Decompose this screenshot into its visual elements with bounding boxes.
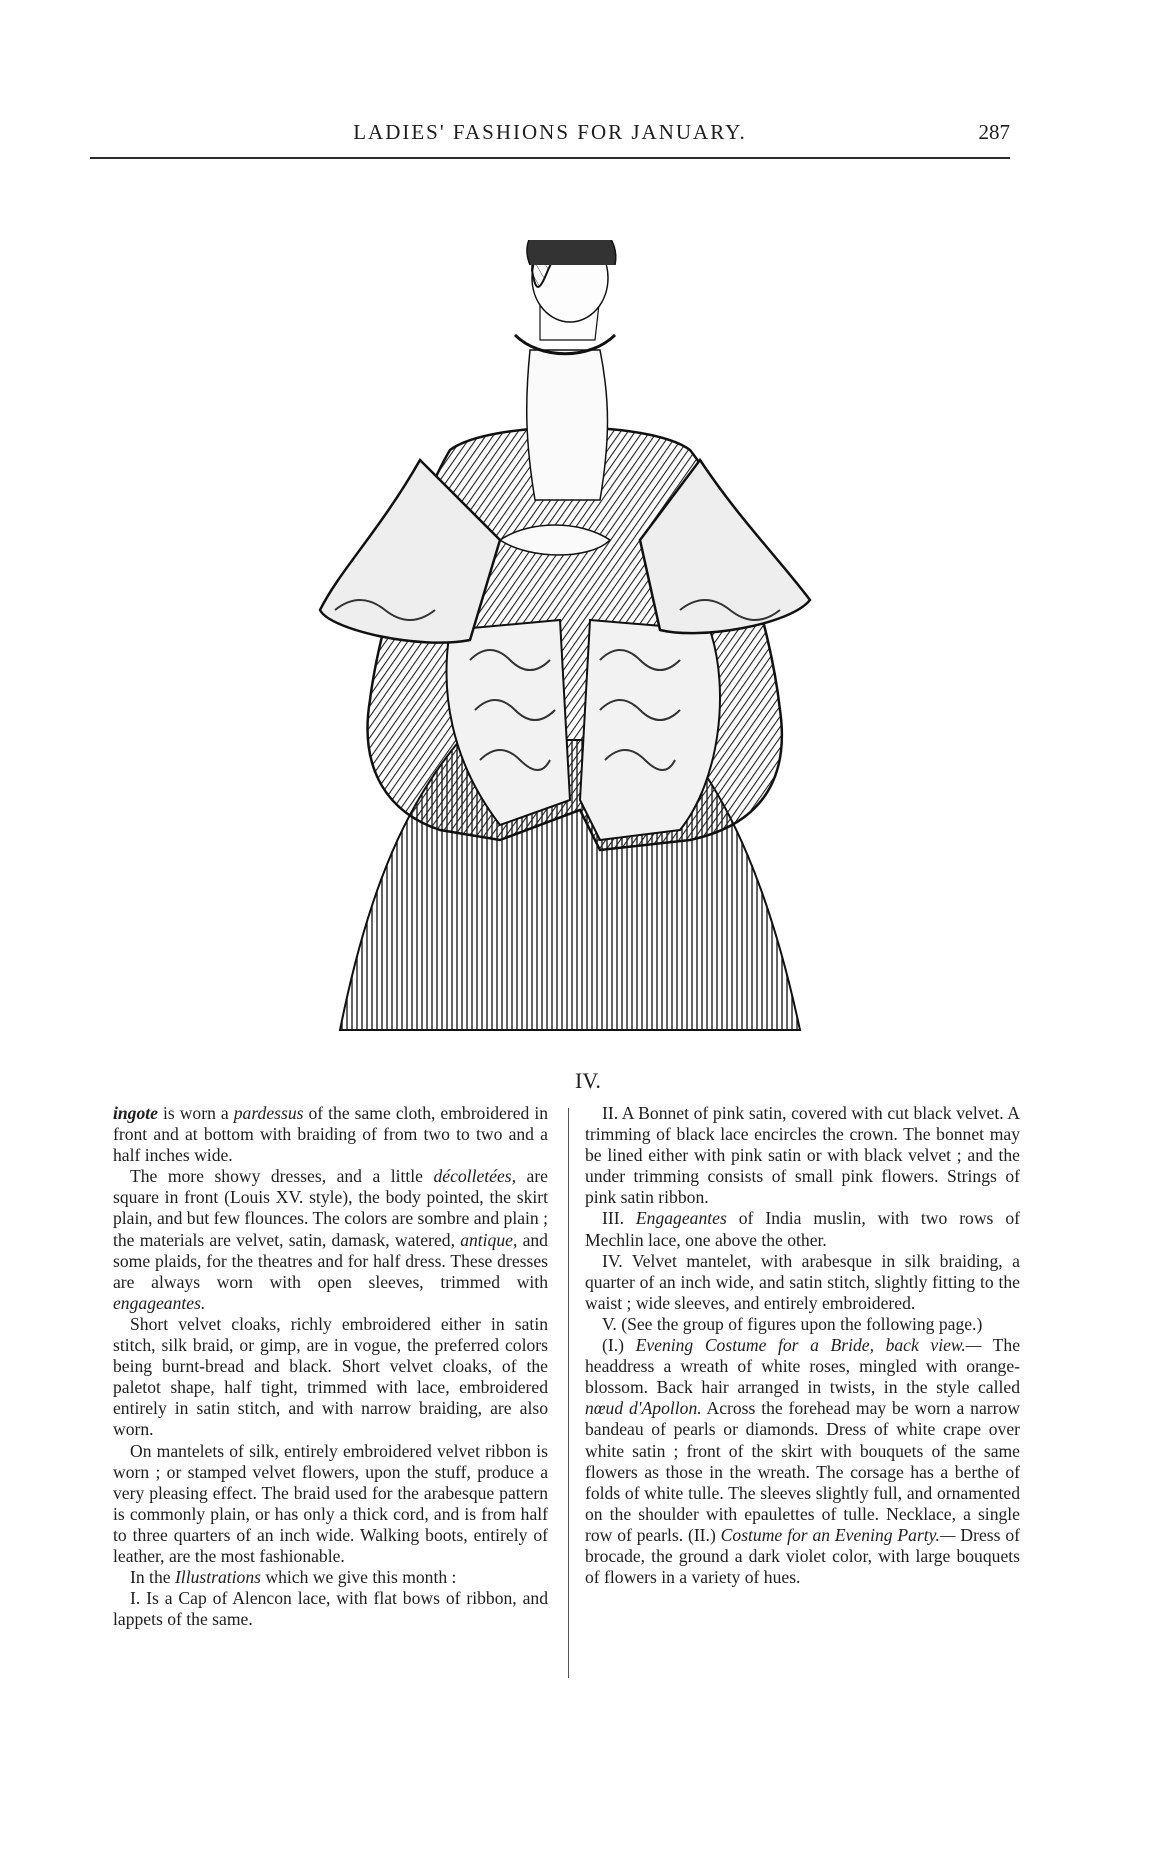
left-p5-italic: Illustrations [174, 1567, 261, 1588]
right-paragraph-1: II. A Bonnet of pink satin, covered with cut black velvet. A trimming of black lace encircles the crown. The bonnet may be lined either with pink satin or with black velvet ; and the under trimming consists of small pink flowers. Strings of pink satin ribbon. [585, 1103, 1020, 1208]
right-p2-text: III. [602, 1208, 636, 1229]
right-paragraph-2 [585, 1208, 1020, 1250]
left-paragraph-2 [113, 1166, 548, 1314]
left-p2-italic: décolletées, [433, 1166, 517, 1187]
left-paragraph-4: On mantelets of silk, entirely embroidered velvet ribbon is worn ; or stamped velvet flowers, upon the stuff, produce a very pleasing effect. The braid used for the arabesque pattern is commonly plain, or has only a thick cord, and is from half to three quarters of an inch wide. Walking boots, entirely of leather, are the most fashionable. [113, 1440, 548, 1566]
left-paragraph-6: I. Is a Cap of Alencon lace, with flat bows of ribbon, and lappets of the same. [113, 1588, 548, 1630]
left-paragraph-1 [113, 1103, 548, 1166]
right-paragraph-3: IV. Velvet mantelet, with arabesque in silk braiding, a quarter of an inch wide, and satin stitch, slightly fitting to the waist ; wide sleeves, and entirely embroidered. [585, 1250, 1020, 1313]
left-p1-fragment: ingote [113, 1103, 158, 1123]
right-paragraph-5 [585, 1335, 1020, 1588]
left-p5-text: In the [130, 1567, 175, 1588]
left-p1-text-2: of the same cloth, embroidered in front and at bottom with braiding of from two to two and a half inches wide. [113, 1103, 549, 1166]
running-title: LADIES' FASHIONS FOR JANUARY. [353, 120, 747, 144]
right-paragraph-4: V. (See the group of figures upon the following page.) [602, 1313, 983, 1334]
left-p2-italic-3: engageantes. [113, 1292, 206, 1313]
left-p2-text: The more showy dresses, and a little [130, 1166, 434, 1187]
fashion-plate-illustration [300, 240, 840, 1040]
left-p1-italic: pardessus [233, 1103, 304, 1123]
left-column [113, 1103, 548, 1630]
left-paragraph-5 [113, 1567, 548, 1588]
right-p5-text-3: Across the forehead may be worn a narrow bandeau of pearls or diamonds. Dress of white crape over white satin ; front of the skirt with bouquets of the same flowers as those in the wreath. The corsage has a berthe of folds of white tulle. The sleeves slightly full, and ornamented on the shoulder with epaulettes of tulle. Necklace, a single row of pearls. (II.) [585, 1398, 1020, 1545]
right-p5-text-2: The headdress a wreath of white roses, mingled with orange-blossom. Back hair arranged in twists, in the style called [585, 1335, 1021, 1398]
page-header [90, 120, 1010, 156]
left-p1-text: is worn a [157, 1103, 234, 1123]
right-p5-italic: Evening Costume for a Bride, back view.— [635, 1335, 982, 1356]
left-p5-text-2: which we give this month : [260, 1567, 457, 1588]
right-p5-italic-2: nœud d'Apollon. [585, 1398, 702, 1419]
right-p2-text-2: of India muslin, with two rows of Mechlin lace, one above the other. [585, 1208, 1021, 1250]
plate-label: IV. [575, 1068, 601, 1093]
right-p5-text: (I.) [602, 1335, 636, 1356]
right-p5-text-4: Dress of brocade, the ground a dark violet color, with large bouquets of flowers in a variety of hues. [585, 1524, 1020, 1588]
left-paragraph-3: Short velvet cloaks, richly embroidered either in satin stitch, silk braid, or gimp, are in vogue, the preferred colors being burnt-bread and black. Short velvet cloaks, of the paletot shape, half tight, trimmed with lace, embroidered entirely in satin stitch, and with narrow braiding, are also worn. [113, 1313, 548, 1440]
left-p2-italic-2: antique, [460, 1229, 518, 1250]
right-p2-italic: Engageantes [635, 1208, 727, 1229]
left-p2-text-2: are square in front (Louis XV. style), the body pointed, the skirt plain, and but few flounces. The colors are sombre and plain ; the materials are velvet, satin, damask, watered, [113, 1166, 548, 1250]
right-column [585, 1103, 1020, 1588]
header-rule [90, 157, 1010, 159]
left-p2-text-3: and some plaids, for the theatres and for half dress. These dresses are always worn with open sleeves, trimmed with [113, 1229, 548, 1292]
right-p5-italic-3: Costume for an Evening Party.— [720, 1524, 956, 1545]
page-number: 287 [978, 120, 1010, 144]
column-divider [568, 1108, 569, 1678]
